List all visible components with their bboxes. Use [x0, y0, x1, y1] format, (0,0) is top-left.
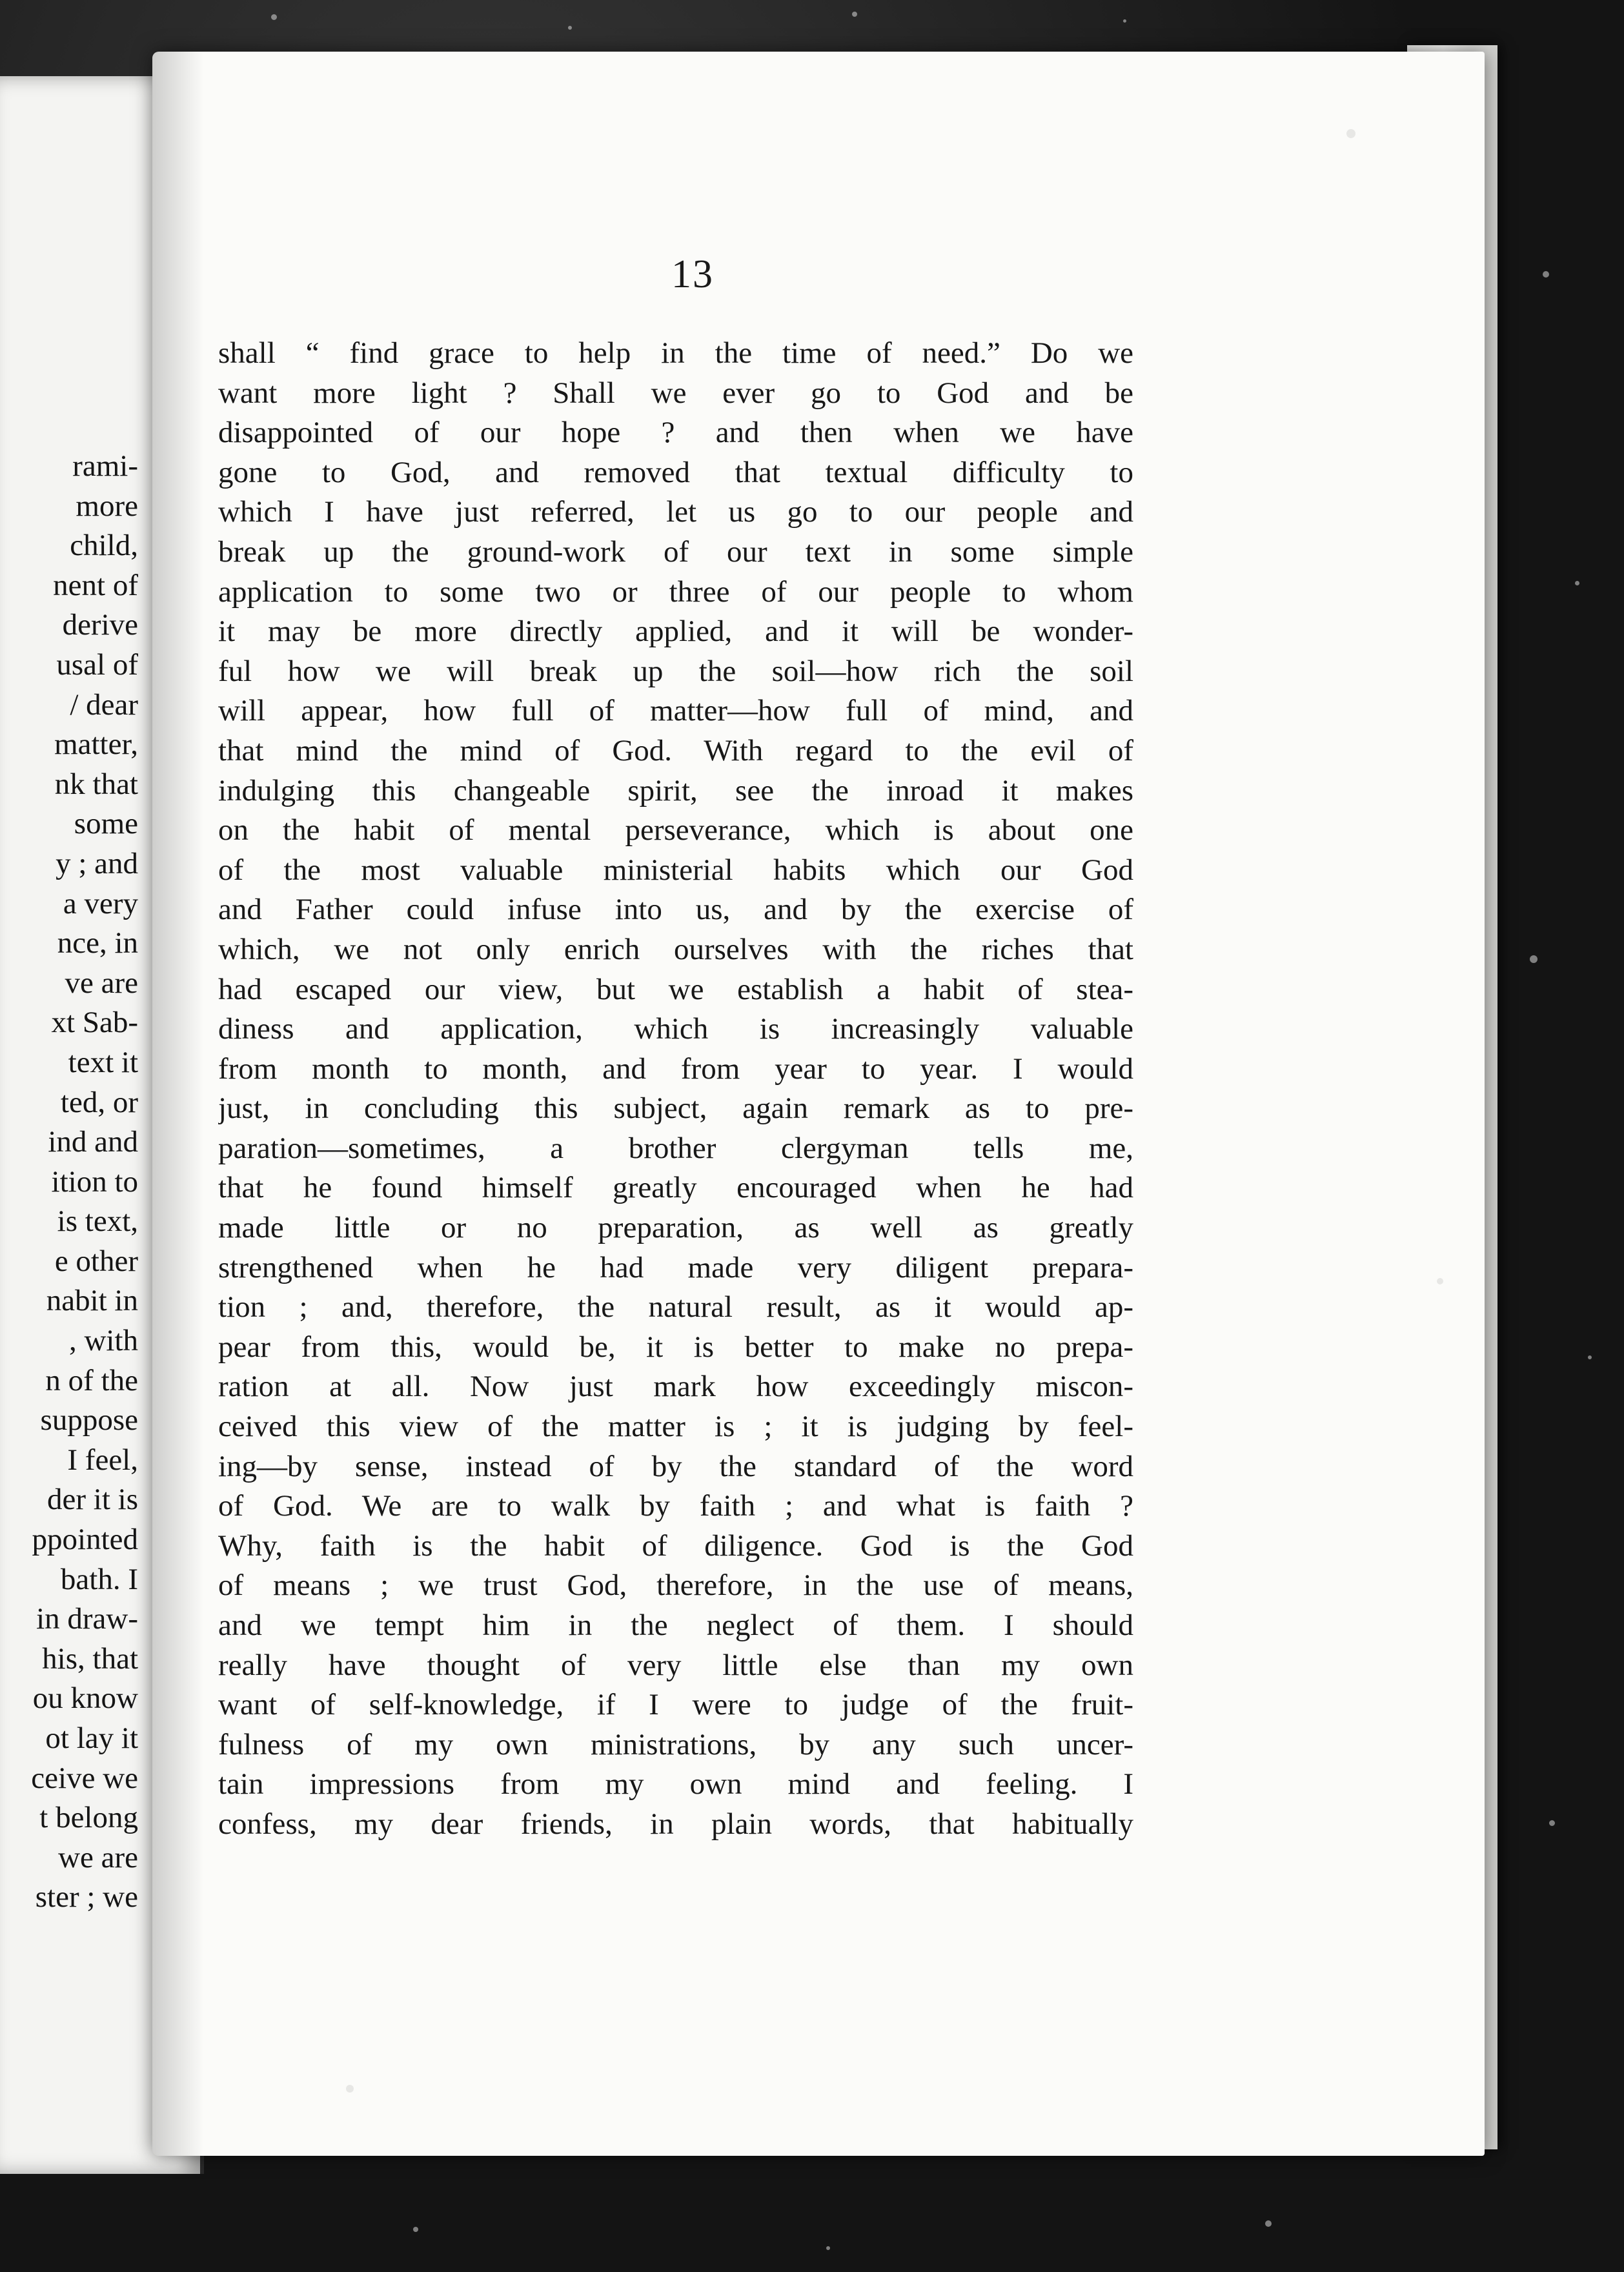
- text-line: text it: [68, 1045, 138, 1079]
- background-speck: [413, 2227, 418, 2232]
- background-speck: [1530, 955, 1538, 963]
- background-speck: [1588, 1355, 1592, 1359]
- text-line: that mind the mind of God. With regard to the evil of: [218, 733, 1133, 767]
- text-line: shall “ find grace to help in the time of need.” Do we: [218, 336, 1133, 370]
- gutter-shadow: [152, 52, 204, 2156]
- text-line: will appear, how full of matter—how full of mind, and: [218, 694, 1133, 728]
- text-line: ve are: [65, 966, 138, 1000]
- text-line: ot lay it: [45, 1721, 138, 1755]
- text-line: nce, in: [57, 926, 138, 960]
- text-line: ind and: [48, 1125, 138, 1159]
- left-page-text: [31, 447, 138, 1918]
- text-line: n of the: [45, 1363, 138, 1397]
- text-line: some: [74, 807, 138, 841]
- text-line: it may be more directly applied, and it will be wonder-: [218, 614, 1133, 649]
- background-speck: [1543, 271, 1549, 278]
- text-line: his, that: [42, 1641, 138, 1676]
- text-line: that he found himself greatly encouraged when he had: [218, 1171, 1133, 1205]
- background-speck: [852, 12, 857, 17]
- text-line: more: [76, 489, 138, 523]
- text-line: disappointed of our hope ? and then when we have: [218, 416, 1133, 450]
- text-line: application to some two or three of our people to whom: [218, 574, 1133, 609]
- text-line: bath. I: [60, 1562, 138, 1596]
- text-line: usal of: [56, 647, 138, 682]
- text-line: had escaped our view, but we establish a habit of stea-: [218, 972, 1133, 1006]
- text-line: ppointed: [32, 1523, 138, 1557]
- text-line: and we tempt him in the neglect of them. I should: [218, 1608, 1133, 1642]
- text-line: rami-: [72, 449, 138, 483]
- text-line: ceived this view of the matter is ; it is judging by feel-: [218, 1410, 1133, 1444]
- background-speck: [1575, 581, 1579, 585]
- text-line: gone to God, and removed that textual difficulty to: [218, 455, 1133, 489]
- text-line: I feel,: [67, 1443, 138, 1477]
- text-line: ster ; we: [35, 1880, 138, 1914]
- text-line: of God. We are to walk by faith ; and what is faith ?: [218, 1489, 1133, 1523]
- text-line: diness and application, which is increasingly valuable: [218, 1012, 1133, 1046]
- text-line: derive: [62, 608, 138, 642]
- text-line: of the most valuable ministerial habits which our God: [218, 853, 1133, 887]
- text-line: is text,: [57, 1204, 138, 1239]
- background-speck: [1123, 19, 1126, 23]
- background-speck: [1549, 1820, 1555, 1826]
- text-line: made little or no preparation, as well as greatly: [218, 1211, 1133, 1245]
- text-line: xt Sab-: [51, 1006, 138, 1040]
- background-speck: [1265, 2220, 1272, 2227]
- main-page: [152, 52, 1485, 2156]
- text-line: ful how we will break up the soil—how rich the soil: [218, 654, 1133, 688]
- text-line: ou know: [32, 1681, 138, 1716]
- text-line: child,: [70, 529, 138, 563]
- text-line: on the habit of mental perseverance, which is about one: [218, 813, 1133, 847]
- background-speck: [826, 2246, 830, 2250]
- text-line: nabit in: [46, 1284, 138, 1318]
- text-line: want of self-knowledge, if I were to judge of the fruit-: [218, 1688, 1133, 1722]
- text-line: paration—sometimes, a brother clergyman tells me,: [218, 1131, 1133, 1165]
- paper-blemish: [1346, 129, 1355, 138]
- background-speck: [568, 26, 572, 30]
- paper-blemish: [346, 2085, 354, 2093]
- text-line: and Father could infuse into us, and by the exercise of: [218, 893, 1133, 927]
- text-line: nent of: [53, 568, 138, 602]
- text-line: really have thought of very little else than my own: [218, 1648, 1133, 1682]
- paper-blemish: [1437, 1278, 1443, 1284]
- page-number: 13: [671, 252, 714, 296]
- text-line: Why, faith is the habit of diligence. God is the God: [218, 1528, 1133, 1563]
- text-line: a very: [63, 886, 138, 920]
- text-line: ration at all. Now just mark how exceedingly miscon-: [218, 1370, 1133, 1404]
- text-line: matter,: [54, 727, 138, 762]
- text-line: which I have just referred, let us go to our people and: [218, 495, 1133, 529]
- text-line: fulness of my own ministrations, by any such uncer-: [218, 1727, 1133, 1761]
- page-body-text: [218, 334, 1133, 1845]
- text-line: e other: [54, 1244, 138, 1278]
- text-line: der it is: [47, 1483, 138, 1517]
- text-line: , with: [68, 1324, 138, 1358]
- text-line: tain impressions from my own mind and feeling. I: [218, 1767, 1133, 1801]
- text-line: break up the ground-work of our text in some simple: [218, 534, 1133, 569]
- text-line: tion ; and, therefore, the natural result, as it would ap-: [218, 1290, 1133, 1324]
- text-line: just, in concluding this subject, again remark as to pre-: [218, 1091, 1133, 1126]
- text-line: in draw-: [36, 1602, 138, 1636]
- text-line: ted, or: [60, 1085, 138, 1119]
- text-line: indulging this changeable spirit, see the inroad it makes: [218, 773, 1133, 807]
- text-line: nk that: [54, 767, 138, 801]
- text-line: y ; and: [56, 846, 138, 880]
- text-line: pear from this, would be, it is better to make no prepa-: [218, 1330, 1133, 1364]
- text-line: strengthened when he had made very diligent prepara-: [218, 1250, 1133, 1284]
- text-line: we are: [58, 1840, 138, 1874]
- text-line: suppose: [40, 1403, 138, 1437]
- text-line: ition to: [51, 1164, 138, 1199]
- text-line: / dear: [70, 687, 138, 722]
- text-line: want more light ? Shall we ever go to God and be: [218, 376, 1133, 410]
- text-line: from month to month, and from year to year. I would: [218, 1051, 1133, 1086]
- text-line: t belong: [39, 1801, 138, 1835]
- text-line: confess, my dear friends, in plain words, that habitually: [218, 1807, 1133, 1841]
- text-line: of means ; we trust God, therefore, in the use of means,: [218, 1568, 1133, 1603]
- text-line: ing—by sense, instead of by the standard of the word: [218, 1449, 1133, 1483]
- text-line: which, we not only enrich ourselves with the riches that: [218, 932, 1133, 966]
- text-line: ceive we: [31, 1761, 138, 1795]
- background-speck: [271, 14, 277, 20]
